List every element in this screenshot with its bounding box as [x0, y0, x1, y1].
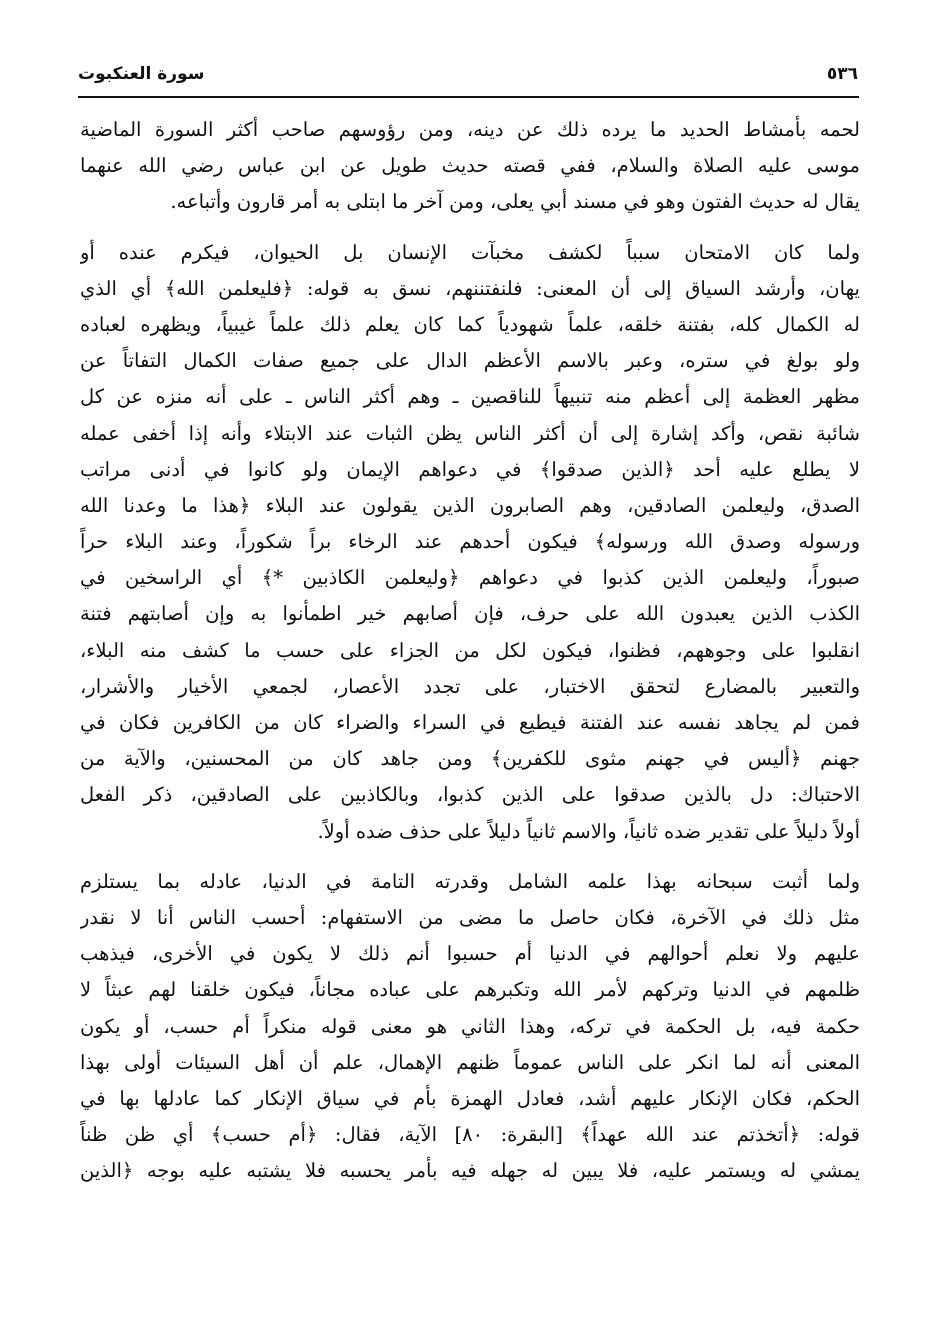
text-line: لحمه بأمشاط الحديد ما يرده ذلك عن دينه، ومن رؤوسهم صاحب أكثر السورة الماضية [80, 118, 860, 141]
text-line: يقال له حديث الفتون وهو في مسند أبي يعلى، ومن آخر ما ابتلى به أمر قارون وأتباعه. [170, 190, 860, 214]
text-line: ورسوله وصدق الله ورسوله﴾ فيكون أحدهم عند الرخاء براً شكوراً، وعند البلاء حراً [80, 530, 860, 554]
text-line: شائبة نقص، وأكد إشارة إلى أن أكثر الناس يظن الثبات عند الابتلاء وأنه إذا أخفى عمله [80, 421, 860, 445]
page-number: ٥٣٦ [826, 64, 858, 84]
text-line: الكذب الذين يعبدون الله على حرف، فإن أصابهم خير اطمأنوا به وإن أصابتهم فتنة [80, 602, 860, 626]
text-line: عليهم ولا نعلم أحوالهم في الدنيا أم حسبوا أنم ذلك لا يكون في الأخرى، فيذهب [80, 942, 860, 966]
text-line: ظلمهم في الدنيا وتركهم لأمر الله وتكبرهم على عباده مجاناً، فيكون خلقنا لهم عبثاً لا [80, 978, 860, 1002]
paragraph-3 [80, 864, 860, 1190]
paragraph-1 [80, 112, 860, 221]
text-line: حكمة فيه، بل الحكمة في تركه، وهذا الثاني هو معنى قوله منكراً أم حسب، أو يكون [80, 1014, 860, 1038]
text-line: والتعبير بالمضارع لتحقق الاختبار، على تجدد الأعصار، لجمعي الأخيار والأشرار، [80, 674, 860, 698]
text-line: موسى عليه الصلاة والسلام، ففي قصته حديث طويل عن ابن عباس رضي الله عنهما [80, 154, 860, 178]
text-line: ولو بولغ في ستره، وعبر بالاسم الأعظم الدال على جميع صفات الكمال التفاتاً عن [80, 349, 860, 373]
text-line: يمشي له ويستمر عليه، فلا يبين له جهله فيه بأمر يحسبه فلا يشتبه عليه بوجه ﴿الذين [80, 1159, 860, 1183]
text-line: مظهر العظمة إلى أعظم منه تنبيهاً للناقصين ـ وهم أكثر الناس ـ على أنه منزه عن كل [80, 385, 860, 409]
body-text [80, 112, 860, 1189]
text-line: الحكم، فكان الإنكار عليهم أشد، فعادل الهمزة بأم في سياق الإنكار كما عادلها بها في [80, 1086, 860, 1110]
text-line: انقلبوا على وجوههم، فظنوا، فيكون لكل من الجزاء على حسب ما كشف منه البلاء، [80, 638, 860, 662]
text-line: الصدق، وليعلمن الصادقين، وهم الصابرون الذين يقولون عند البلاء ﴿هذا ما وعدنا الله [80, 493, 860, 517]
running-header [78, 58, 858, 96]
text-line: فمن لم يجاهد نفسه عند الفتنة فيطيع في السراء والضراء كان من الكافرين فكان في [80, 711, 860, 734]
text-line: قوله: ﴿أتخذتم عند الله عهداً﴾ [البقرة: ٨٠] الآية، فقال: ﴿أم حسب﴾ أي ظن ظناً [80, 1123, 860, 1147]
text-line: الاحتباك: دل بالذين صدقوا على الذين كذبوا، وبالكاذبين على الصادقين، ذكر الفعل [80, 783, 860, 807]
surah-title: سورة العنكبوت [78, 64, 205, 84]
paragraph-gap [80, 221, 860, 235]
text-line: له الكمال كله، بفتنة خلقه، علماً شهودياً كما كان يعلم ذلك علماً غيبياً، ويظهره لعباده [80, 312, 860, 336]
text-line: المعنى أنه لما انكر على الناس عموماً ظنهم الإهمال، علم أن أهل السيئات أولى بهذا [80, 1050, 860, 1074]
text-line: مثل ذلك في الآخرة، فكان حاصل ما مضى من الاستفهام: أحسب الناس أنا لا نقدر [80, 905, 860, 929]
text-line: ولما كان الامتحان سبباً لكشف مخبآت الإنسان بل الحيوان، فيكرم عنده أو [80, 240, 860, 264]
text-line: جهنم ﴿أليس في جهنم مثوى للكفرين﴾ ومن جاهد كان من المحسنين، والآية من [80, 747, 860, 771]
paragraph-2 [80, 235, 860, 850]
text-line: صبوراً، وليعلمن الذين كذبوا في دعواهم ﴿وليعلمن الكاذبين *﴾ أي الراسخين في [80, 566, 860, 590]
text-line: يهان، وأرشد السياق إلى أن المعنى: فلنفتننهم، نسق به قوله: ﴿فليعلمن الله﴾ أي الذي [80, 276, 860, 300]
text-line: ولما أثبت سبحانه بهذا علمه الشامل وقدرته التامة في الدنيا، عادله بما يستلزم [80, 869, 860, 893]
header-divider [78, 96, 859, 98]
text-line: أولاً دليلاً على تقدير ضده ثانياً، والاسم ثانياً دليلاً على حذف ضده أولاً. [317, 819, 860, 843]
paragraph-gap [80, 850, 860, 864]
text-line: لا يطلع عليه أحد ﴿الذين صدقوا﴾ في دعواهم الإيمان ولو كانوا في أدنى مراتب [80, 457, 860, 481]
